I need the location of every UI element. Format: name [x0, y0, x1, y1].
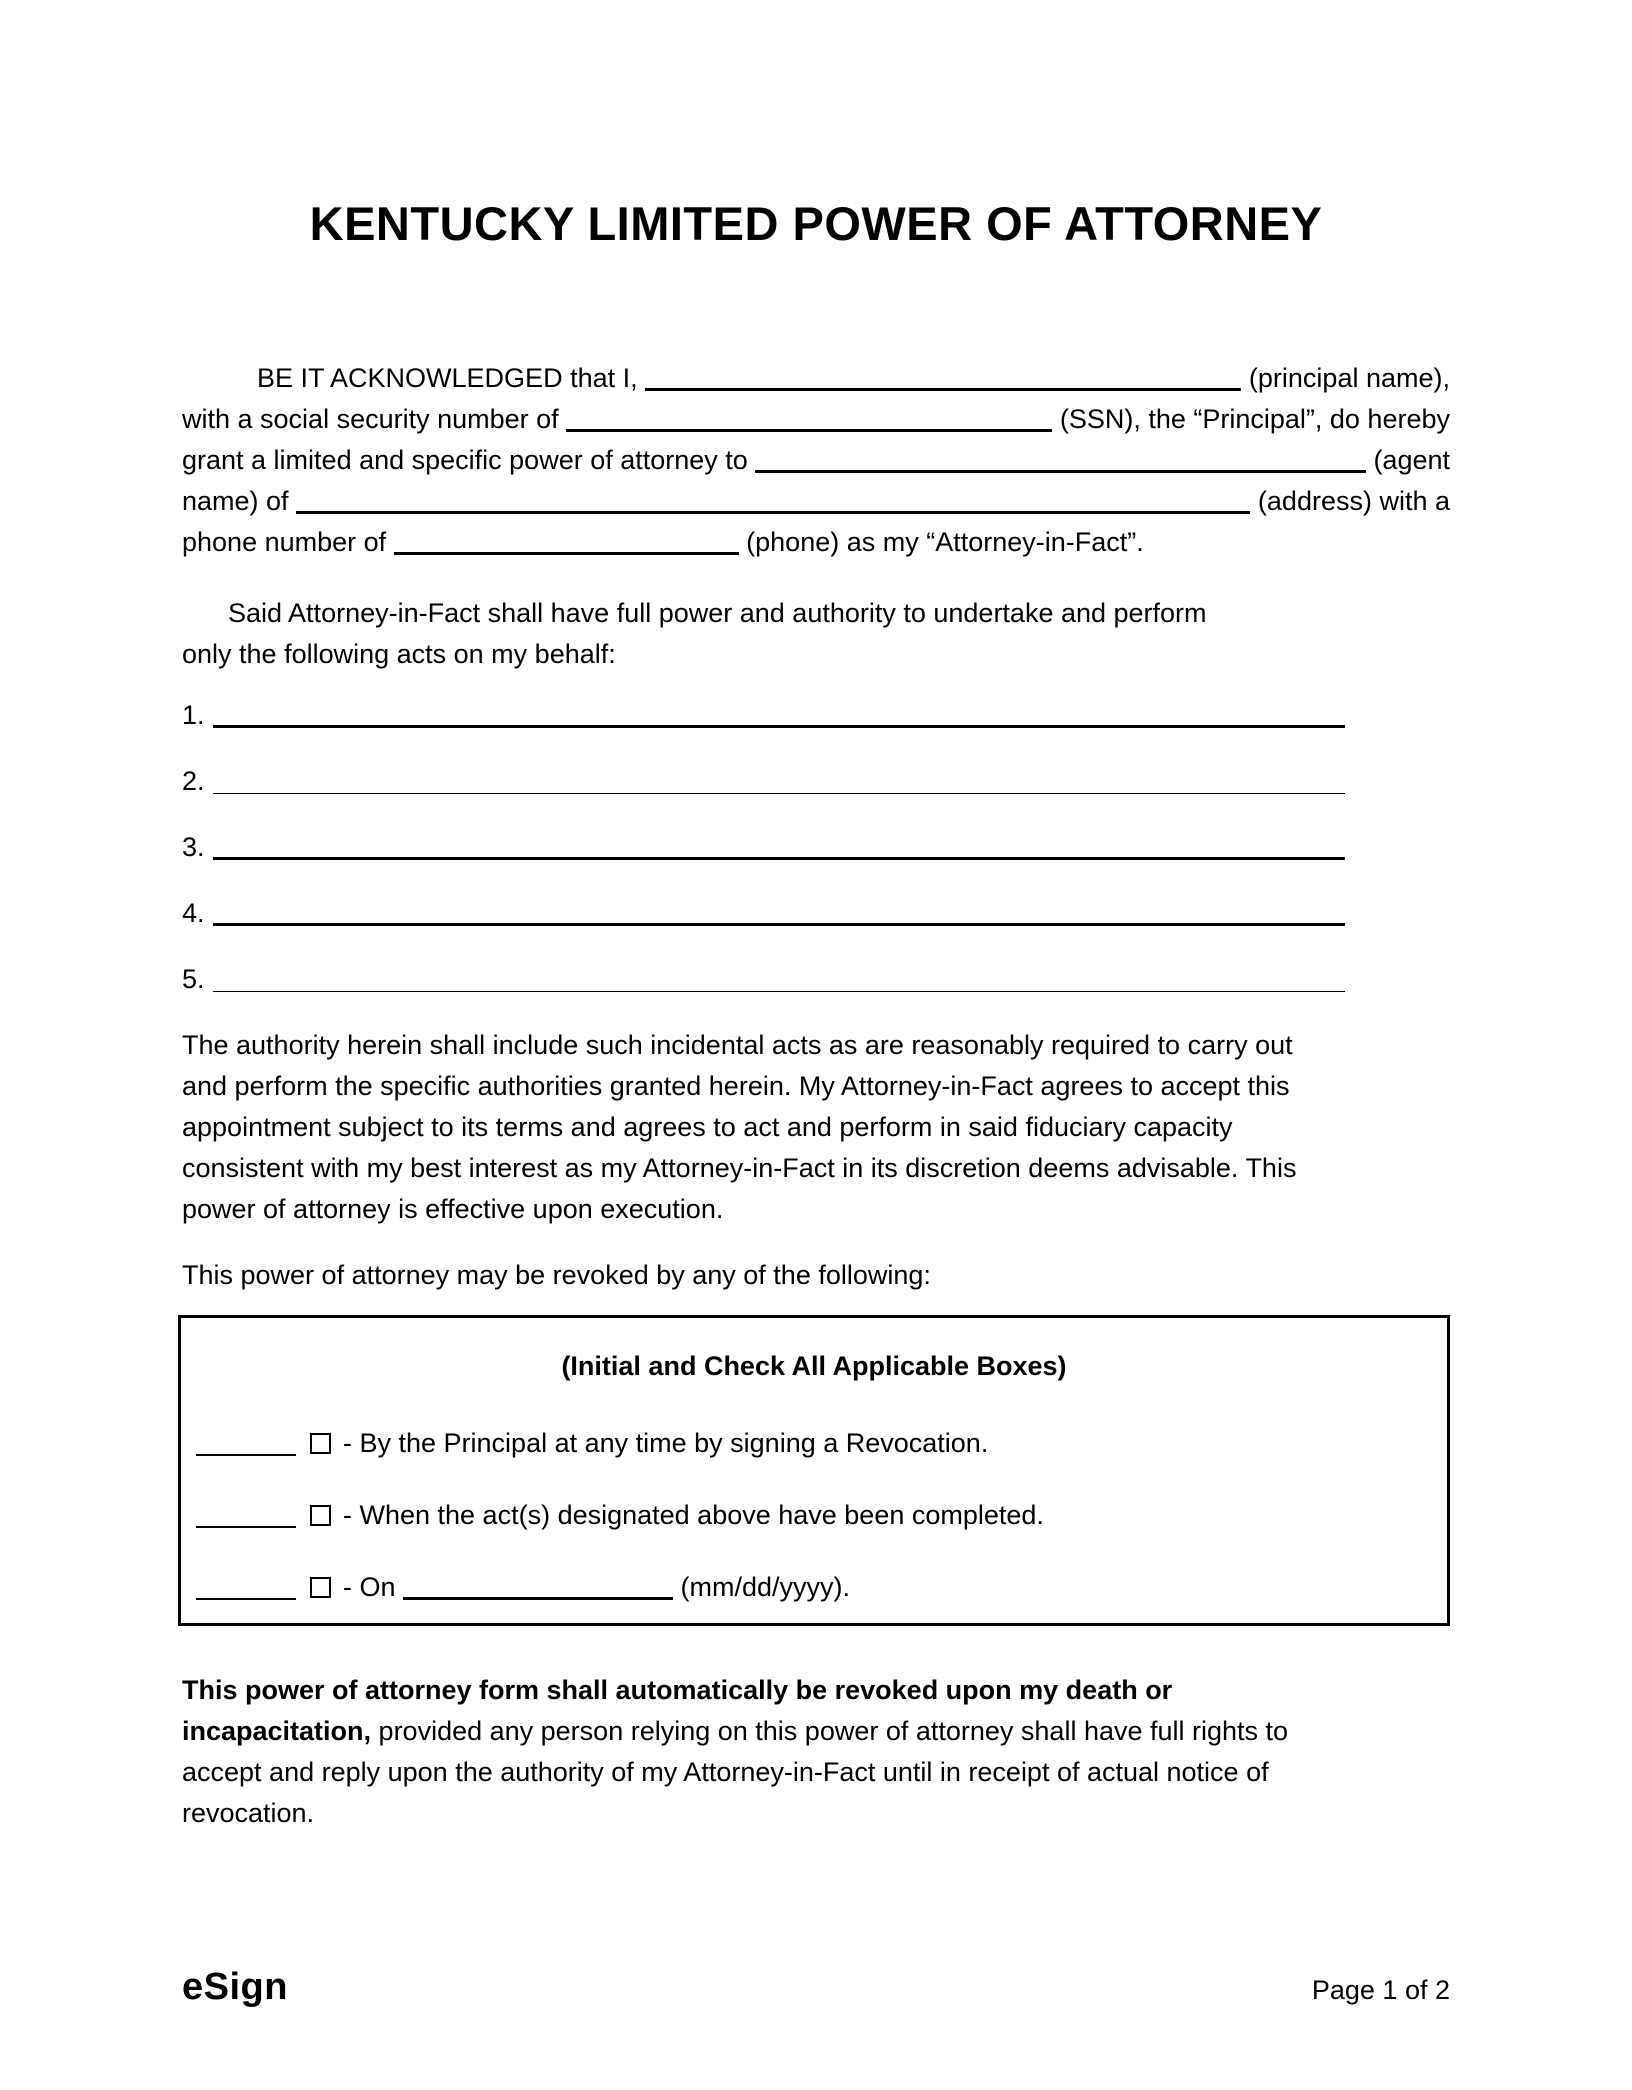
incidental-text-3: appointment subject to its terms and agrees to act and perform in said fiduciary capacity [182, 1112, 1233, 1142]
act-row-2 [182, 761, 1345, 802]
acknowledgement-paragraph [182, 358, 1450, 563]
page-title: KENTUCKY LIMITED POWER OF ATTORNEY [309, 197, 1323, 250]
authority-intro-paragraph [182, 593, 1450, 675]
act-row-5 [182, 959, 1345, 1000]
ssn-blank[interactable] [566, 399, 1052, 432]
initials-blank-1[interactable] [196, 1423, 296, 1456]
act-number-2: 2. [182, 766, 205, 796]
intro-line2-text: with a social security number of [182, 404, 567, 434]
intro-line5-suffix: (phone) as my “Attorney-in-Fact”. [738, 527, 1144, 557]
act-row-4 [182, 893, 1345, 934]
auto-revocation-text-2: provided any person relying on this power of attorney shall have full rights to [371, 1716, 1289, 1746]
auto-revocation-bold-2: incapacitation, [182, 1716, 372, 1746]
revocation-option-1 [181, 1423, 1447, 1464]
revocation-option-2 [181, 1495, 1447, 1536]
authority-intro-text-2: only the following acts on my behalf: [182, 639, 616, 669]
revocation-intro-line [182, 1255, 1450, 1296]
revocation-date-blank[interactable] [403, 1567, 673, 1600]
incidental-acts-paragraph [182, 1025, 1450, 1230]
act-2-blank[interactable] [213, 761, 1345, 794]
agent-address-blank[interactable] [296, 481, 1250, 514]
initials-blank-2[interactable] [196, 1495, 296, 1528]
agent-name-blank[interactable] [755, 440, 1366, 473]
act-number-5: 5. [182, 964, 205, 994]
auto-revocation-line-3 [182, 1752, 1450, 1793]
revocation-option-3-text: - On [343, 1572, 404, 1602]
incidental-line-3 [182, 1107, 1450, 1148]
box-header: (Initial and Check All Applicable Boxes) [561, 1351, 1067, 1381]
incidental-text-2: and perform the specific authorities granted herein. My Attorney-in-Fact agrees to accept this [182, 1071, 1290, 1101]
intro-line3-text: grant a limited and specific power of attorney to [182, 445, 756, 475]
authority-intro-line-1 [182, 593, 1450, 634]
intro-line4-text: name) of [182, 486, 297, 516]
intro-line-3 [182, 440, 1450, 481]
principal-name-blank[interactable] [645, 358, 1241, 391]
act-number-4: 4. [182, 898, 205, 928]
intro-line-4 [182, 481, 1450, 522]
checkbox-revoke-on-date[interactable] [310, 1577, 331, 1598]
act-number-1: 1. [182, 700, 205, 730]
auto-revocation-line-1 [182, 1670, 1450, 1711]
incidental-text-1: The authority herein shall include such incidental acts as are reasonably required to carry out [182, 1030, 1293, 1060]
intro-line2-suffix: (SSN), the “Principal”, do hereby [1052, 404, 1450, 434]
act-3-blank[interactable] [213, 827, 1345, 860]
initials-blank-3[interactable] [196, 1567, 296, 1600]
agent-phone-blank[interactable] [394, 522, 739, 555]
act-4-blank[interactable] [213, 893, 1345, 926]
intro-line4-suffix: (address) with a [1250, 486, 1450, 516]
act-5-blank[interactable] [213, 959, 1345, 992]
incidental-text-5: power of attorney is effective upon execution. [182, 1194, 724, 1224]
intro-line5-text: phone number of [182, 527, 394, 557]
act-number-3: 3. [182, 832, 205, 862]
page-number: Page 1 of 2 [1311, 1975, 1450, 2005]
revocation-intro-text: This power of attorney may be revoked by any of the following: [182, 1260, 931, 1290]
revocation-options-box [178, 1315, 1450, 1626]
authority-intro-line-2 [182, 634, 1450, 675]
checkbox-acts-completed[interactable] [310, 1505, 331, 1526]
auto-revocation-text-3: accept and reply upon the authority of my Attorney-in-Fact until in receipt of actual notice of [182, 1757, 1269, 1787]
authority-intro-text-1: Said Attorney-in-Fact shall have full power and authority to undertake and perform [228, 598, 1207, 628]
intro-line-2 [182, 399, 1450, 440]
auto-revocation-line-2 [182, 1711, 1450, 1752]
incidental-line-1 [182, 1025, 1450, 1066]
incidental-line-4 [182, 1148, 1450, 1189]
page-footer [182, 1966, 1450, 2009]
act-1-blank[interactable] [213, 695, 1345, 728]
auto-revocation-text-4: revocation. [182, 1798, 315, 1828]
auto-revocation-paragraph [182, 1670, 1450, 1834]
auto-revocation-line-4 [182, 1793, 1450, 1834]
intro-line1-text: BE IT ACKNOWLEDGED that I, [257, 363, 646, 393]
intro-line1-suffix: (principal name), [1241, 363, 1450, 393]
acts-list [182, 695, 1450, 1000]
incidental-line-2 [182, 1066, 1450, 1107]
revocation-option-3-suffix: (mm/dd/yyyy). [673, 1572, 851, 1602]
incidental-text-4: consistent with my best interest as my Attorney-in-Fact in its discretion deems advisable. This [182, 1153, 1297, 1183]
revocation-option-1-text: - By the Principal at any time by signing a Revocation. [343, 1428, 989, 1458]
incidental-line-5 [182, 1189, 1450, 1230]
esign-logo: eSign [182, 1966, 288, 2008]
auto-revocation-bold-1: This power of attorney form shall automatically be revoked upon my death or [182, 1675, 1173, 1705]
intro-line-1 [182, 358, 1450, 399]
checkbox-principal-revocation[interactable] [310, 1433, 331, 1454]
revocation-option-3 [181, 1567, 1447, 1608]
revocation-intro-paragraph [182, 1255, 1450, 1296]
revocation-option-2-text: - When the act(s) designated above have been completed. [343, 1500, 1044, 1530]
act-row-3 [182, 827, 1345, 868]
act-row-1 [182, 695, 1345, 736]
intro-line3-suffix: (agent [1365, 445, 1450, 475]
intro-line-5 [182, 522, 1450, 563]
